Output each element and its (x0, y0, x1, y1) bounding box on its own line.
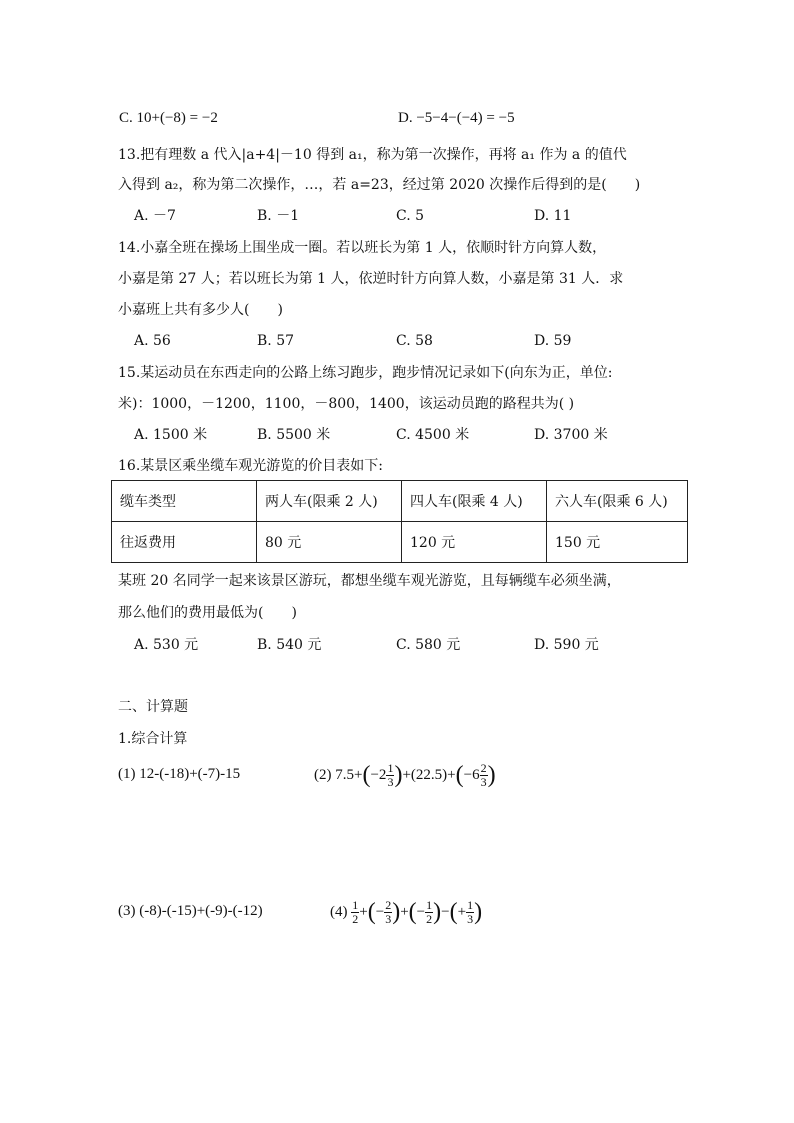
q13-option-a: A. －7 (134, 208, 176, 224)
price-table (111, 480, 688, 563)
q14-option-a: A. 56 (134, 333, 171, 349)
fraction (384, 899, 392, 925)
q13-option-c: C. 5 (396, 208, 425, 224)
q16-option-b: B. 540 元 (257, 637, 322, 653)
numerator: 2 (385, 897, 392, 912)
calc-title: 1.综合计算 (118, 731, 188, 747)
q15-option-d: D. 3700 米 (534, 427, 608, 443)
left-paren: ( (455, 762, 464, 788)
q14-line3: 小嘉班上共有多少人( ) (118, 302, 283, 318)
left-paren: ( (362, 762, 371, 788)
fraction (480, 762, 488, 788)
operator: − (441, 903, 450, 920)
numerator: 1 (387, 760, 394, 775)
table-row (112, 481, 688, 522)
option-d-prev: D. −5−4−(−4) = −5 (398, 110, 515, 126)
mixed-whole: −6 (463, 766, 480, 783)
denominator: 2 (352, 911, 359, 926)
numerator: 2 (480, 760, 487, 775)
q16-option-a: A. 530 元 (134, 637, 199, 653)
option-c-prev: C. 10+(−8) = −2 (119, 110, 218, 126)
numerator: 1 (426, 897, 433, 912)
q16-line2: 某班 20 名同学一起来该景区游玩，都想坐缆车观光游览，且每辆缆车必须坐满， (118, 573, 621, 589)
q13-line1: 13.把有理数 a 代入|a+4|－10 得到 a₁，称为第一次操作，再将 a₁ 作为 a 的值代 (118, 147, 627, 163)
q14-option-b: B. 57 (257, 333, 295, 349)
table-cell: 六人车(限乘 6 人) (547, 481, 688, 522)
q13-option-d: D. 11 (534, 208, 572, 224)
left-paren: ( (408, 899, 417, 925)
table-cell: 四人车(限乘 4 人) (402, 481, 547, 522)
right-paren: ) (394, 762, 403, 788)
table-cell: 120 元 (402, 522, 547, 563)
q14-line2: 小嘉是第 27 人；若以班长为第 1 人，依逆时针方向算人数，小嘉是第 31 人．求 (118, 271, 624, 287)
q13-option-b: B. －1 (257, 208, 300, 224)
problem-label: (2) (314, 766, 332, 783)
fraction (466, 899, 474, 925)
q16-option-c: C. 580 元 (396, 637, 461, 653)
q15-line2: 米)：1000，－1200，1100，－800，1400，该运动员跑的路程共为( ) (118, 396, 575, 412)
denominator: 3 (387, 774, 394, 789)
denominator: 3 (480, 774, 487, 789)
numerator: 1 (352, 897, 359, 912)
q15-line1: 15.某运动员在东西走向的公路上练习跑步，跑步情况记录如下(向东为正，单位: (118, 365, 613, 381)
right-paren: ) (487, 762, 496, 788)
calc-problem-1: (1) 12-(-18)+(-7)-15 (118, 766, 241, 782)
table-cell: 80 元 (257, 522, 402, 563)
numerator: 1 (467, 897, 474, 912)
calc-problem-4 (330, 892, 482, 932)
q14-line1: 14.小嘉全班在操场上围坐成一圈。若以班长为第 1 人，依顺时针方向算人数， (118, 240, 607, 256)
q14-option-d: D. 59 (534, 333, 572, 349)
q15-option-b: B. 5500 米 (257, 427, 331, 443)
problem-label: (4) (330, 903, 348, 920)
left-paren: ( (449, 899, 458, 925)
expr-part: +(22.5)+ (402, 766, 456, 783)
expr-part: 7.5+ (335, 766, 363, 783)
left-paren: ( (367, 899, 376, 925)
table-row (112, 522, 688, 563)
q16-line3: 那么他们的费用最低为( ) (118, 605, 297, 621)
mixed-whole: −2 (370, 766, 387, 783)
q14-option-c: C. 58 (396, 333, 433, 349)
q16-line1: 16.某景区乘坐缆车观光游览的价目表如下: (118, 458, 383, 474)
table-cell: 两人车(限乘 2 人) (257, 481, 402, 522)
denominator: 2 (426, 911, 433, 926)
right-paren: ) (474, 899, 483, 925)
section-heading: 二、计算题 (118, 699, 188, 715)
table-cell: 缆车类型 (112, 481, 257, 522)
operator: + (457, 903, 467, 920)
q13-line2: 入得到 a₂，称为第二次操作，…，若 a=23，经过第 2020 次操作后得到的是( ) (118, 177, 641, 193)
operator: − (416, 903, 426, 920)
table-cell: 往返费用 (112, 522, 257, 563)
fraction (425, 899, 433, 925)
operator: + (359, 903, 368, 920)
table-cell: 150 元 (547, 522, 688, 563)
operator: − (375, 903, 385, 920)
q15-option-c: C. 4500 米 (396, 427, 470, 443)
calc-problem-3: (3) (-8)-(-15)+(-9)-(-12) (118, 903, 263, 919)
calc-problem-2 (314, 755, 496, 795)
right-paren: ) (392, 899, 401, 925)
fraction (351, 899, 359, 925)
denominator: 3 (385, 911, 392, 926)
operator: + (400, 903, 409, 920)
fraction (386, 762, 394, 788)
q15-option-a: A. 1500 米 (134, 427, 208, 443)
q16-option-d: D. 590 元 (534, 637, 599, 653)
right-paren: ) (433, 899, 442, 925)
denominator: 3 (467, 911, 474, 926)
